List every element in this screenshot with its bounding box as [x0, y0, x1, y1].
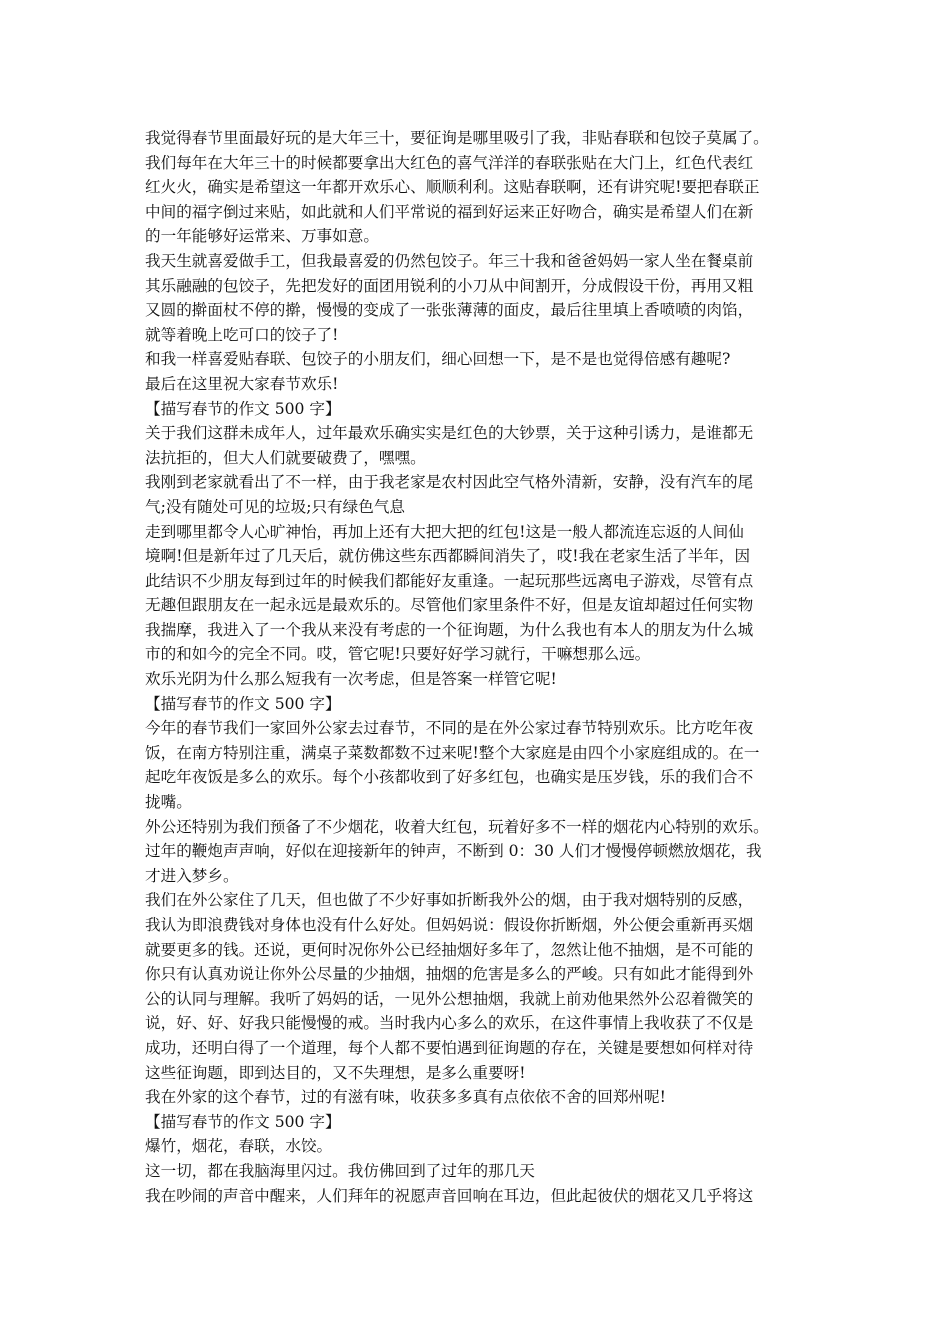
- text-line: 我天生就喜爱做手工，但我最喜爱的仍然包饺子。年三十我和爸爸妈妈一家人坐在餐桌前: [145, 251, 754, 270]
- text-line: 此结识不少朋友每到过年的时候我们都能好友重逢。一起玩那些远离电子游戏，尽管有点: [145, 571, 754, 590]
- text-line: 和我一样喜爱贴春联、包饺子的小朋友们，细心回想一下，是不是也觉得倍感有趣呢?: [145, 350, 731, 369]
- text-line: 中间的福字倒过来贴，如此就和人们平常说的福到好运来正好吻合，确实是希望人们在新: [145, 202, 754, 221]
- document-body: [145, 126, 810, 1208]
- text-line: 我认为即浪费钱对身体也没有什么好处。但妈妈说：假设你折断烟，外公便会重新再买烟: [145, 916, 754, 934]
- text-line: 成功，还明白得了一个道理，每个人都不要怕遇到征询题的存在，关键是要想如何样对待: [145, 1038, 754, 1057]
- text-line: 其乐融融的包饺子，先把发好的面团用锐利的小刀从中间割开，分成假设干份，再用又粗: [145, 276, 754, 295]
- text-line: 的一年能够好运常来、万事如意。: [145, 227, 379, 246]
- text-line: 法抗拒的，但大人们就要破费了，嘿嘿。: [145, 448, 426, 467]
- text-line: 欢乐光阴为什么那么短我有一次考虑，但是答案一样管它呢!: [145, 670, 557, 689]
- text-line: 这些征询题，即到达目的，又不失理想，是多么重要呀!: [145, 1063, 526, 1082]
- text-line: 就等着晚上吃可口的饺子了!: [145, 325, 339, 344]
- text-line: 拢嘴。: [145, 793, 192, 812]
- section-heading: 【描写春节的作文 500 字】: [145, 399, 341, 418]
- text-line: 说，好、好、好我只能慢慢的戒。当时我内心多么的欢乐，在这件事情上我收获了不仅是: [145, 1014, 754, 1033]
- text-line: 我觉得春节里面最好玩的是大年三十，要征询是哪里吸引了我，非贴春联和包饺子莫属了。: [145, 129, 769, 147]
- text-line: 走到哪里都令人心旷神怡，再加上还有大把大把的红包!这是一般人都流连忘返的人间仙: [145, 522, 744, 541]
- text-line: 公的认同与理解。我听了妈妈的话，一见外公想抽烟，我就上前劝他果然外公忍着微笑的: [145, 989, 754, 1008]
- text-line: 我刚到老家就看出了不一样，由于我老家是农村因此空气格外清新，安静，没有汽车的尾: [145, 473, 754, 492]
- text-line: 无趣但跟朋友在一起永远是最欢乐的。尽管他们家里条件不好，但是友谊却超过任何实物: [145, 596, 754, 615]
- text-line: 才进入梦乡。: [145, 866, 239, 885]
- text-line: 就要更多的钱。还说，更何时况你外公已经抽烟好多年了，忽然让他不抽烟，是不可能的: [145, 940, 754, 959]
- text-line: 又圆的擀面杖不停的擀，慢慢的变成了一张张薄薄的面皮，最后往里填上香喷喷的肉馅，: [145, 301, 754, 320]
- text-line: 我揣摩，我进入了一个我从来没有考虑的一个征询题，为什么我也有本人的朋友为什么城: [145, 620, 754, 639]
- text-line: 我们每年在大年三十的时候都要拿出大红色的喜气洋洋的春联张贴在大门上，红色代表红: [145, 153, 754, 172]
- section-heading: 【描写春节的作文 500 字】: [145, 1112, 341, 1131]
- text-line: 境啊!但是新年过了几天后，就仿佛这些东西都瞬间消失了，哎!我在老家生活了半年，因: [145, 547, 751, 566]
- text-line: 我在外家的这个春节，过的有滋有味，收获多多真有点依依不舍的回郑州呢!: [145, 1088, 666, 1107]
- text-line: 气;没有随处可见的垃圾;只有绿色气息: [145, 497, 406, 516]
- text-line: 外公还特别为我们预备了不少烟花，收着大红包，玩着好多不一样的烟花内心特别的欢乐。: [145, 817, 769, 836]
- text-line: 今年的春节我们一家回外公家去过春节，不同的是在外公家过春节特别欢乐。比方吃年夜: [145, 719, 754, 738]
- text-line: 过年的鞭炮声声响，好似在迎接新年的钟声，不断到 0：30 人们才慢慢停顿燃放烟花，我: [145, 842, 762, 861]
- text-line: 爆竹，烟花，春联，水饺。: [145, 1137, 333, 1156]
- section-heading: 【描写春节的作文 500 字】: [145, 694, 341, 713]
- text-line: 起吃年夜饭是多么的欢乐。每个小孩都收到了好多红包，也确实是压岁钱，乐的我们合不: [145, 768, 754, 787]
- text-line: 关于我们这群未成年人，过年最欢乐确实实是红色的大钞票，关于这种引诱力，是谁都无: [145, 424, 754, 443]
- text-line: 红火火，确实是希望这一年都开欢乐心、顺顺利利。这贴春联啊，还有讲究呢!要把春联正: [145, 178, 760, 197]
- text-line: 你只有认真劝说让你外公尽量的少抽烟，抽烟的危害是多么的严峻。只有如此才能得到外: [145, 965, 754, 984]
- text-line: 我们在外公家住了几天，但也做了不少好事如折断我外公的烟，由于我对烟特别的反感，: [145, 891, 754, 910]
- text-line: 这一切，都在我脑海里闪过。我仿佛回到了过年的那几天: [145, 1161, 535, 1180]
- text-line: 我在吵闹的声音中醒来，人们拜年的祝愿声音回响在耳边，但此起彼伏的烟花又几乎将这: [145, 1186, 754, 1205]
- text-line: 饭，在南方特别注重，满桌子菜数都数不过来呢!整个大家庭是由四个小家庭组成的。在一: [145, 743, 760, 762]
- text-line: 最后在这里祝大家春节欢乐!: [145, 374, 339, 393]
- text-line: 市的和如今的完全不同。哎，管它呢!只要好好学习就行，干嘛想那么远。: [145, 645, 651, 664]
